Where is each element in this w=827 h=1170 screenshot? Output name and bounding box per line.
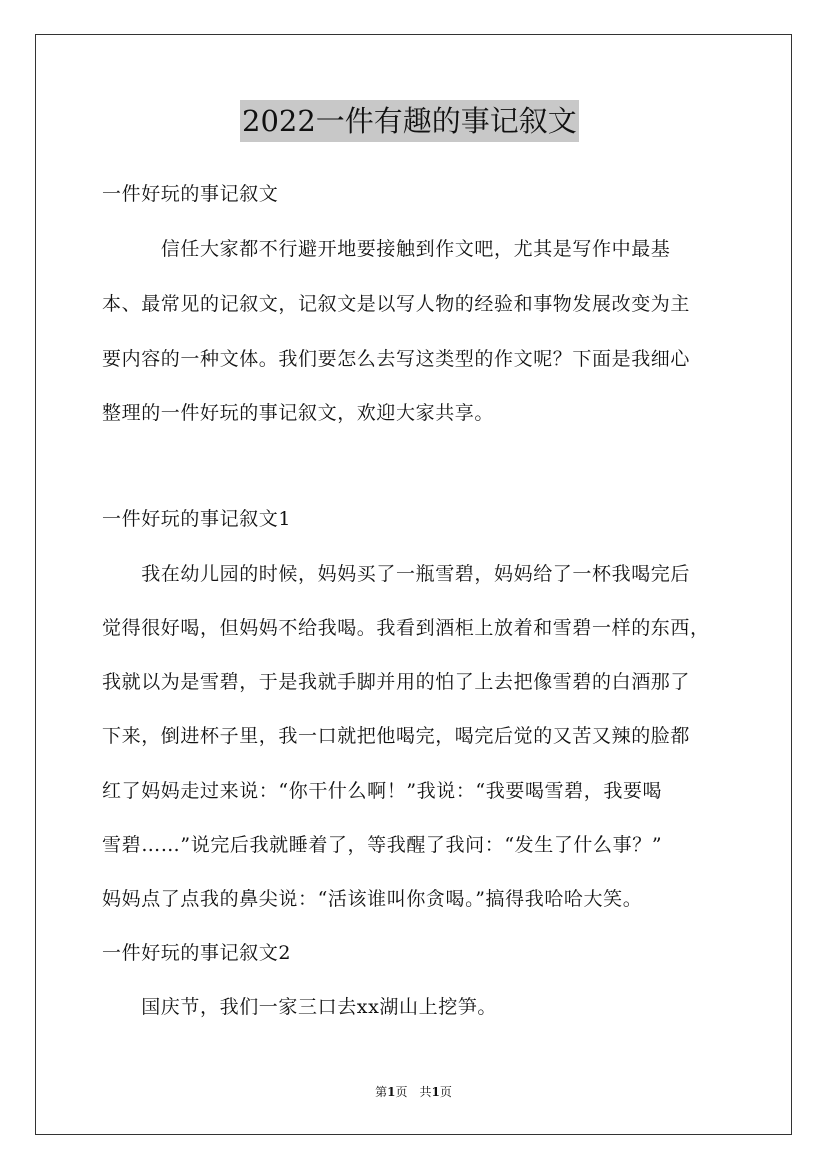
paragraph-line: 国庆节，我们一家三口去xx湖山上挖笋。 [102,996,498,1018]
paragraph-line: 妈妈点了点我的鼻尖说：“活该谁叫你贪喝。”搞得我哈哈大笑。 [102,888,643,910]
page-current: 1 [387,1085,396,1099]
paragraph-line: 我在幼儿园的时候，妈妈买了一瓶雪碧，妈妈给了一杯我喝完后 [102,563,691,585]
page-footer [0,1084,827,1100]
paragraph-line: 要内容的一种文体。我们要怎么去写这类型的作文呢？下面是我细心 [102,348,691,370]
paragraph-line: 整理的一件好玩的事记叙文，欢迎大家共享。 [102,402,495,424]
page-mid: 页 共 [395,1085,432,1099]
paragraph-line: 我就以为是雪碧，于是我就手脚并用的怕了上去把像雪碧的白酒那了 [102,671,691,693]
section-heading: 一件好玩的事记叙文2 [102,942,292,964]
paragraph-line: 信任大家都不行避开地要接触到作文吧，尤其是写作中最基 [102,238,671,260]
page-total: 1 [431,1085,440,1099]
section-heading: 一件好玩的事记叙文1 [102,508,292,530]
paragraph-line: 下来，倒进杯子里，我一口就把他喝完，喝完后觉的又苦又辣的脸都 [102,725,691,747]
section-heading: 一件好玩的事记叙文 [102,183,279,205]
paragraph-line: 本、最常见的记叙文，记叙文是以写人物的经验和事物发展改变为主 [102,293,691,315]
paragraph-line: 红了妈妈走过来说：“你干什么啊！”我说：“我要喝雪碧，我要喝 [102,780,663,802]
page-suffix: 页 [439,1085,452,1099]
document-title: 2022一件有趣的事记叙文 [240,100,579,142]
paragraph-line: 觉得很好喝，但妈妈不给我喝。我看到酒柜上放着和雪碧一样的东西， [102,617,710,639]
page-prefix: 第 [375,1085,388,1099]
paragraph-line: 雪碧……”说完后我就睡着了，等我醒了我问：“发生了什么事？” [102,834,663,856]
